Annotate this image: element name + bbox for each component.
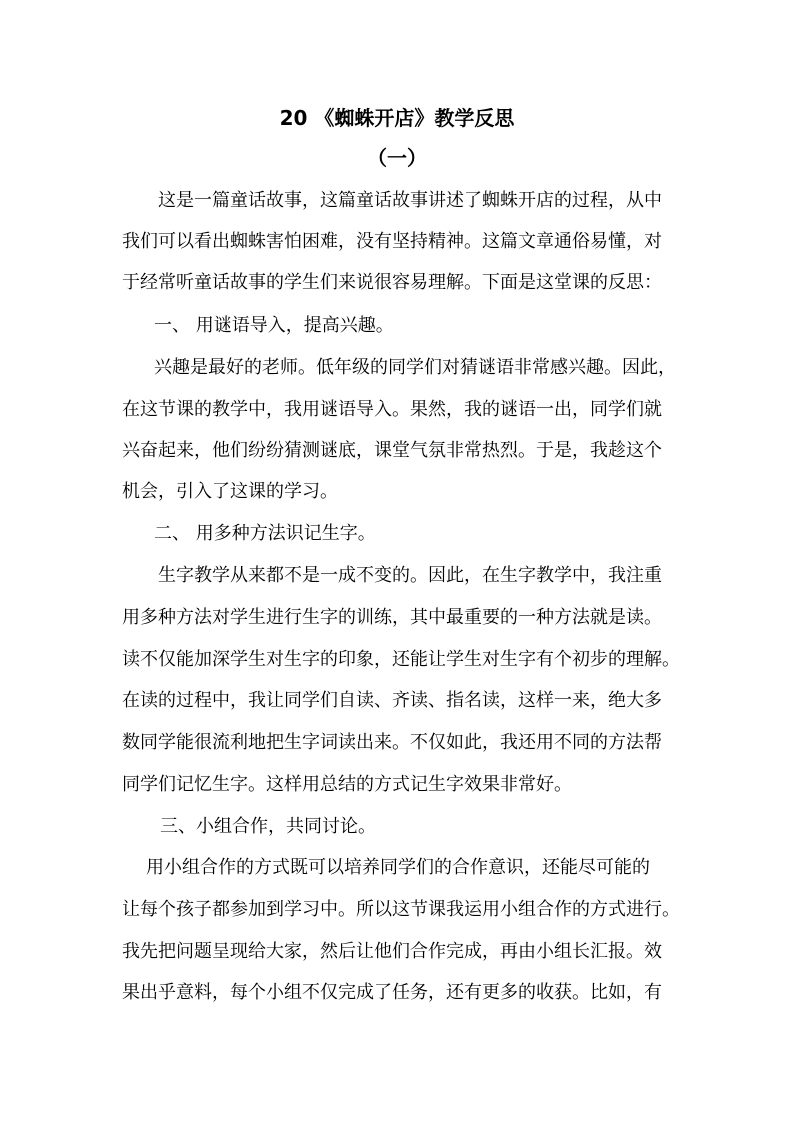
section-heading: 二、 用多种方法识记生字。	[154, 523, 376, 544]
paragraph-line: 生字教学从来都不是一成不变的。因此，在生字教学中，我注重	[158, 565, 662, 586]
document-title: 20 《蜘蛛开店》教学反思	[279, 106, 515, 130]
paragraph-line: 果出乎意料，每个小组不仅完成了任务，还有更多的收获。比如，有	[122, 982, 662, 1003]
paragraph-line: 用小组合作的方式既可以培养同学们的合作意识，还能尽可能的	[146, 857, 650, 878]
paragraph-line: 在读的过程中，我让同学们自读、齐读、指名读，这样一来，绝大多	[122, 690, 662, 711]
section-heading: 三、小组合作，共同讨论。	[160, 816, 376, 837]
paragraph-line: 我先把问题呈现给大家，然后让他们合作完成，再由小组长汇报。效	[122, 941, 662, 962]
paragraph-line: 兴奋起来，他们纷纷猜测谜底，课堂气氛非常热烈。于是，我趁这个	[122, 440, 662, 461]
paragraph-line: 这是一篇童话故事，这篇童话故事讲述了蜘蛛开店的过程，从中	[158, 190, 662, 211]
paragraph-line: 让每个孩子都参加到学习中。所以这节课我运用小组合作的方式进行。	[122, 899, 680, 920]
paragraph-line: 我们可以看出蜘蛛害怕困难，没有坚持精神。这篇文章通俗易懂，对	[122, 231, 662, 252]
section-heading: 一、 用谜语导入，提高兴趣。	[154, 315, 394, 336]
paragraph-line: 兴趣是最好的老师。低年级的同学们对猜谜语非常感兴趣。因此，	[154, 357, 676, 378]
paragraph-line: 机会，引入了这课的学习。	[122, 481, 338, 502]
paragraph-line: 读不仅能加深学生对生字的印象，还能让学生对生字有个初步的理解。	[122, 649, 680, 670]
document-subtitle: （一）	[367, 146, 427, 170]
paragraph-line: 于经常听童话故事的学生们来说很容易理解。下面是这堂课的反思：	[122, 272, 662, 293]
paragraph-line: 同学们记忆生字。这样用总结的方式记生字效果非常好。	[122, 774, 572, 795]
paragraph-line: 在这节课的教学中，我用谜语导入。果然，我的谜语一出，同学们就	[122, 399, 662, 420]
paragraph-line: 数同学能很流利地把生字词读出来。不仅如此，我还用不同的方法帮	[122, 732, 662, 753]
paragraph-line: 用多种方法对学生进行生字的训练，其中最重要的一种方法就是读。	[122, 607, 662, 628]
